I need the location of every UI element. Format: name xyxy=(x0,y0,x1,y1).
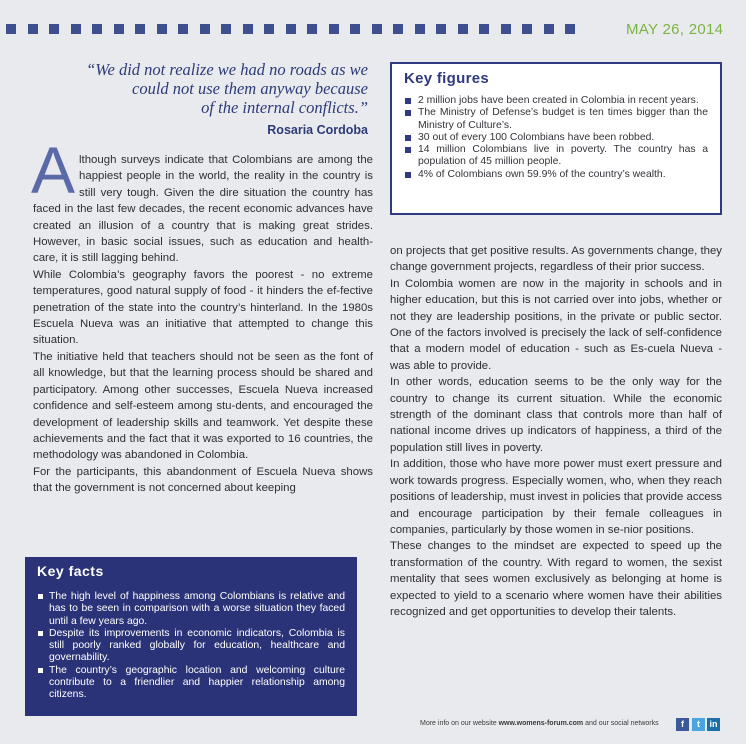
pull-quote-author: Rosaria Cordoba xyxy=(267,123,368,137)
drop-cap: A xyxy=(31,133,76,207)
linkedin-icon[interactable]: in xyxy=(707,718,720,731)
decorative-square-strip xyxy=(6,24,616,36)
pull-quote-line: could not use them anyway because xyxy=(132,79,368,98)
article-paragraph: In other words, education seems to be the only way for the country to change its current situation. While the economic strength of the dominant class that controls more than half of national income drives up indicators of happiness, a third of the population still lives in poverty. xyxy=(390,376,722,454)
footer-note: More info on our website www.womens-forum.com and our social networks xyxy=(420,720,659,727)
key-fact-item: Despite its improvements in economic indicators, Colombia is still poorly ranked globally for education, healthcare and governability. xyxy=(37,628,345,665)
key-figure-item: The Ministry of Defense’s budget is ten times bigger than the Ministry of Culture’s. xyxy=(404,107,708,132)
key-figure-item: 14 million Colombians live in poverty. The country has a population of 45 million people. xyxy=(404,144,708,169)
pull-quote-line: of the internal conflicts.” xyxy=(201,98,368,117)
article-paragraph: In addition, those who have more power must exert pressure and work towards progress. Especially women, who, when they reach positions of leadership, must invest in policies that provide access and encourage participation by their female colleagues in companies, particularly by those women in se-nior positions. xyxy=(390,458,722,536)
article-paragraph: Although surveys indicate that Colombians are among the happiest people in the world, the reality in the country is still very tough. Given the dire situation the country has faced in the last few decades, the recent economic advances have created an illusion of a country that is making great strides. However, in basic social issues, such as education and health-care, it is still lagging behind. xyxy=(31,133,373,265)
website-link[interactable]: www.womens-forum.com xyxy=(498,720,584,727)
article-paragraph: on projects that get positive results. As governments change, they change government projects, regardless of their prior success. xyxy=(390,245,722,274)
key-facts-list xyxy=(25,591,357,702)
key-figure-item: 2 million jobs have been created in Colombia in recent years. xyxy=(404,95,708,107)
article-column-left xyxy=(31,133,373,497)
article-column-right xyxy=(390,243,722,620)
key-fact-item: The high level of happiness among Colombians is relative and has to be seen in comparison with a worse situation they faced until a few years ago. xyxy=(37,591,345,628)
article-paragraph: These changes to the mindset are expected to speed up the transformation of the country. With regard to women, the sexist mentality that sees women exclusively as belonging at home is expected to yield to a scenario where women have their abilities recognized and get opportunities to develop their talents. xyxy=(390,540,722,618)
key-figures-title: Key figures xyxy=(404,70,489,87)
key-figures-box xyxy=(390,62,722,215)
article-paragraph: The initiative held that teachers should not be seen as the font of all knowledge, but that the learning process should be shared and participatory. Among other successes, Escuela Nueva increased confidence and self-esteem among stu-dents, and encouraged the development of leadership skills and teamwork. Yet despite these achievements and the fact that it was exported to 16 countries, the methodology was abandoned in Colombia. xyxy=(33,350,373,462)
key-figures-list xyxy=(392,95,720,181)
article-paragraph: For the participants, this abandonment of Escuela Nueva shows that the government is not concerned about keeping xyxy=(33,465,373,495)
twitter-icon[interactable]: t xyxy=(692,718,705,731)
article-paragraph: While Colombia’s geography favors the poorest - no extreme temperatures, good natural supply of food - it hinders the ef-fective penetration of the state into the country’s hinterland. In the 1980s Escuela Nueva was an initiative that attempted to change this situation. xyxy=(33,268,373,347)
key-facts-title: Key facts xyxy=(37,563,104,579)
issue-date: MAY 26, 2014 xyxy=(626,21,724,38)
pull-quote-line: “We did not realize we had no roads as we xyxy=(86,60,368,79)
key-facts-box xyxy=(25,557,357,716)
article-paragraph: In Colombia women are now in the majority in schools and in higher education, but this is not carried over into jobs, whether or not they are leadership positions, in the private or public sector. One of the factors involved is precisely the lack of self-confidence that a modern model of education - such as Es-cuela Nueva - was able to provide. xyxy=(390,277,722,372)
facebook-icon[interactable]: f xyxy=(676,718,689,731)
key-fact-item: The country’s geographic location and welcoming culture contribute to a friendlier and happier relationship among citizens. xyxy=(37,665,345,702)
key-figure-item: 30 out of every 100 Colombians have been robbed. xyxy=(404,132,708,144)
key-figure-item: 4% of Colombians own 59.9% of the country’s wealth. xyxy=(404,169,708,181)
pull-quote xyxy=(50,60,368,117)
